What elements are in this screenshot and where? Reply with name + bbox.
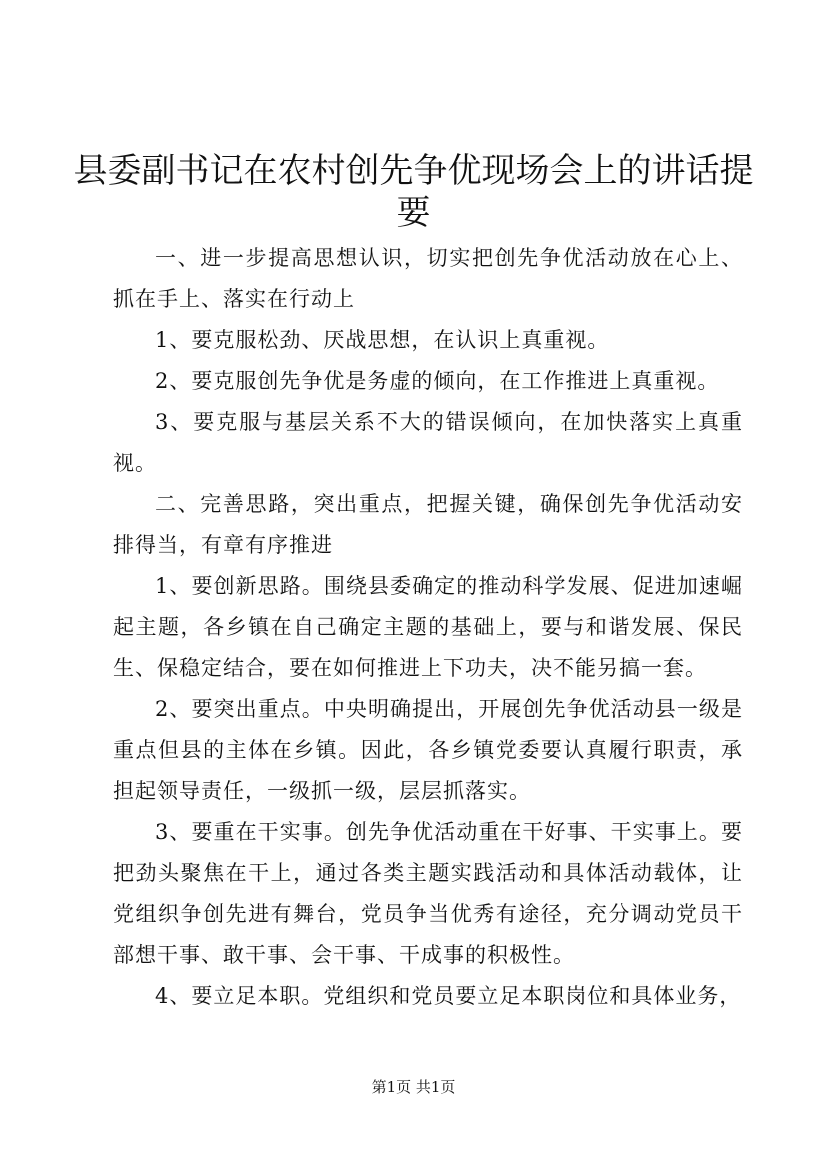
document-body <box>113 238 743 1017</box>
paragraph-item-2-2: 2、要突出重点。中央明确提出，开展创先争优活动县一级是重点但县的主体在乡镇。因此，各乡镇党委要认真履行职责，承担起领导责任，一级抓一级，层层抓落实。 <box>113 697 743 803</box>
paragraph-item-1-1: 1、要克服松劲、厌战思想，在认识上真重视。 <box>155 328 610 352</box>
page-number-footer: 第1页 共1页 <box>371 1078 456 1096</box>
paragraph-item-2-4: 4、要立足本职。党组织和党员要立足本职岗位和具体业务， <box>155 984 742 1008</box>
paragraph-section-2-heading: 二、完善思路，突出重点，把握关键，确保创先争优活动安排得当，有章有序推进 <box>113 492 743 557</box>
paragraph-item-2-1: 1、要创新思路。围绕县委确定的推动科学发展、促进加速崛起主题，各乡镇在自己确定主题的基础上，要与和谐发展、保民生、保稳定结合，要在如何推进上下功夫，决不能另搞一套。 <box>113 574 743 680</box>
document-title: 县委副书记在农村创先争优现场会上的讲话提要 <box>73 151 754 233</box>
paragraph-item-1-2: 2、要克服创先争优是务虚的倾向，在工作推进上真重视。 <box>155 369 720 393</box>
paragraph-section-1-heading: 一、进一步提高思想认识，切实把创先争优活动放在心上、抓在手上、落实在行动上 <box>113 246 743 311</box>
paragraph-item-1-3: 3、要克服与基层关系不大的错误倾向，在加快落实上真重视。 <box>113 410 743 475</box>
paragraph-item-2-3: 3、要重在干实事。创先争优活动重在干好事、干实事上。要把劲头聚焦在干上，通过各类主题实践活动和具体活动载体，让党组织争创先进有舞台，党员争当优秀有途径，充分调动党员干部想干事、敢干事、会干事、干成事的积极性。 <box>113 820 743 967</box>
